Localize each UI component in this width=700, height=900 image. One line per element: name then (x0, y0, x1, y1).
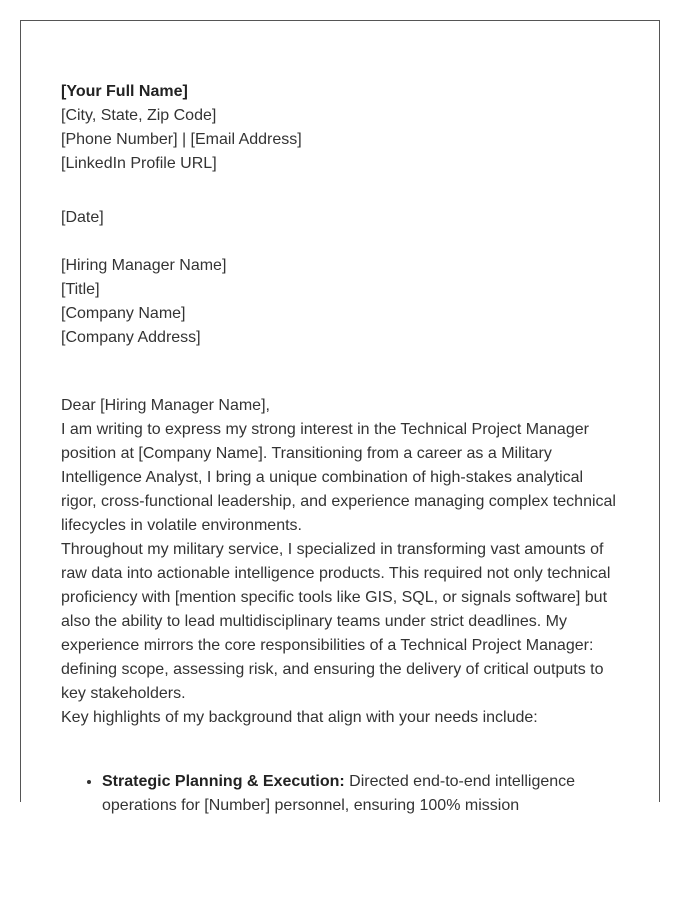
sender-phone-email: [Phone Number] | [Email Address] (61, 131, 302, 148)
recipient-company-address: [Company Address] (61, 329, 201, 346)
recipient-hiring-manager: [Hiring Manager Name] (61, 257, 227, 274)
spacer (61, 230, 621, 254)
spacer (61, 350, 621, 394)
highlights-list (61, 770, 621, 818)
sender-block (61, 80, 621, 176)
recipient-company-name: [Company Name] (61, 305, 186, 322)
letter-content (61, 80, 621, 818)
list-item (102, 770, 621, 818)
letter-page (20, 20, 660, 814)
sender-linkedin: [LinkedIn Profile URL] (61, 155, 217, 172)
recipient-title: [Title] (61, 281, 100, 298)
recipient-block (61, 254, 621, 350)
highlight-text: Directed end-to-end intelligence operations for [Number] personnel, ensuring 100% mission (102, 773, 576, 814)
letter-date: [Date] (61, 209, 104, 226)
spacer (61, 730, 621, 770)
highlight-heading: Strategic Planning & Execution: (102, 773, 345, 790)
sender-city-state-zip: [City, State, Zip Code] (61, 107, 217, 124)
spacer (61, 176, 621, 206)
salutation: Dear [Hiring Manager Name], (61, 397, 270, 414)
paragraph-experience: Throughout my military service, I specialized in transforming vast amounts of raw data into actionable intelligence products. This required not only technical proficiency with [mention specific tools like GIS, SQL, or signals software] but also the ability to lead multidisciplinary teams under strict deadlines. My experience mirrors the core responsibilities of a Technical Project Manager: defining scope, assessing risk, and ensuring the delivery of critical outputs to key stakeholders. (61, 541, 611, 702)
paragraph-intro: I am writing to express my strong interest in the Technical Project Manager position at [Company Name]. Transitioning from a career as a Military Intelligence Analyst, I bring a unique combination of high-stakes analytical rigor, cross-functional leadership, and experience managing complex technical lifecycles in volatile environments. (61, 421, 616, 534)
sender-full-name: [Your Full Name] (61, 83, 188, 100)
paragraph-highlights-intro: Key highlights of my background that align with your needs include: (61, 709, 538, 726)
